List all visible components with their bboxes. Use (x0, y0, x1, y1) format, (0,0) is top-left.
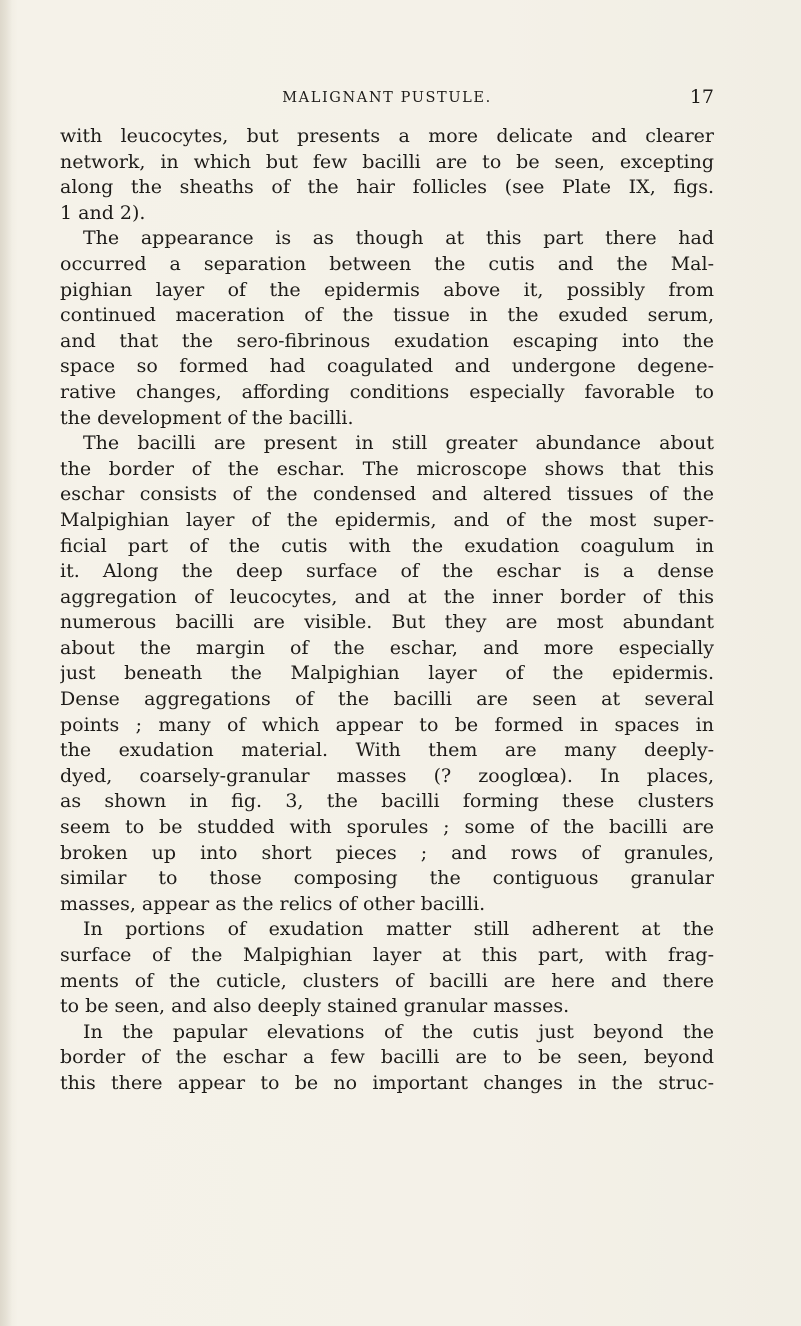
text-line: dyed, coarsely-granular masses (? zooglœa). In places, (60, 764, 714, 787)
text-line: broken up into short pieces ; and rows of granules, (60, 841, 714, 864)
text-line: pighian layer of the epidermis above it, possibly from (60, 278, 714, 301)
text-line: ficial part of the cutis with the exudation coagulum in (60, 534, 714, 557)
paragraph-start-line: The appearance is as though at this part there had (83, 227, 714, 250)
text-line: ments of the cuticle, clusters of bacilli are here and there (60, 969, 714, 992)
text-line: continued maceration of the tissue in the exuded serum, (60, 304, 714, 327)
text-line: occurred a separation between the cutis and the Mal- (60, 252, 714, 275)
text-line: as shown in fig. 3, the bacilli forming these clusters (60, 790, 714, 813)
text-line: along the sheaths of the hair follicles (see Plate IX, figs. (60, 176, 714, 199)
page-header (60, 86, 714, 112)
text-line: aggregation of leucocytes, and at the inner border of this (60, 585, 714, 608)
text-line: Malpighian layer of the epidermis, and of the most super- (60, 508, 714, 531)
text-line: masses, appear as the relics of other bacilli. (60, 892, 486, 915)
text-line: 1 and 2). (60, 201, 146, 224)
running-head: MALIGNANT PUSTULE. (282, 90, 492, 106)
text-line: space so formed had coagulated and undergone degene- (60, 355, 714, 378)
text-line: it. Along the deep surface of the eschar is a dense (60, 560, 714, 583)
text-line: to be seen, and also deeply stained granular masses. (60, 995, 570, 1018)
paragraph-start-line: In the papular elevations of the cutis just beyond the (83, 1020, 714, 1043)
text-line: seem to be studded with sporules ; some of the bacilli are (60, 816, 714, 839)
text-line: surface of the Malpighian layer at this part, with frag- (60, 944, 714, 966)
paragraph-start-line: The bacilli are present in still greater abundance about (83, 432, 714, 455)
body-text (60, 124, 714, 1097)
text-line: numerous bacilli are visible. But they are most abundant (60, 611, 714, 634)
text-line: the exudation material. With them are many deeply- (60, 739, 714, 762)
paragraph-start-line: In portions of exudation matter still adherent at the (83, 918, 714, 941)
text-line: and that the sero-fibrinous exudation escaping into the (60, 329, 714, 352)
text-line: network, in which but few bacilli are to be seen, excepting (60, 150, 714, 173)
text-line: with leucocytes, but presents a more delicate and clearer (60, 125, 714, 147)
text-line: the border of the eschar. The microscope shows that this (60, 457, 714, 480)
text-line: about the margin of the eschar, and more especially (60, 636, 714, 659)
text-line: similar to those composing the contiguous granular (60, 867, 714, 890)
text-line: the development of the bacilli. (60, 406, 354, 429)
text-line: border of the eschar a few bacilli are to be seen, beyond (60, 1046, 714, 1069)
text-line: points ; many of which appear to be formed in spaces in (60, 713, 714, 736)
page-binding-edge (0, 0, 12, 1326)
page-number: 17 (689, 86, 714, 108)
text-line: just beneath the Malpighian layer of the epidermis. (60, 662, 714, 685)
text-line: eschar consists of the condensed and altered tissues of the (60, 483, 714, 506)
text-line: rative changes, affording conditions especially favorable to (60, 380, 714, 403)
text-line: Dense aggregations of the bacilli are seen at several (60, 688, 714, 711)
text-line: this there appear to be no important changes in the struc- (60, 1071, 714, 1094)
